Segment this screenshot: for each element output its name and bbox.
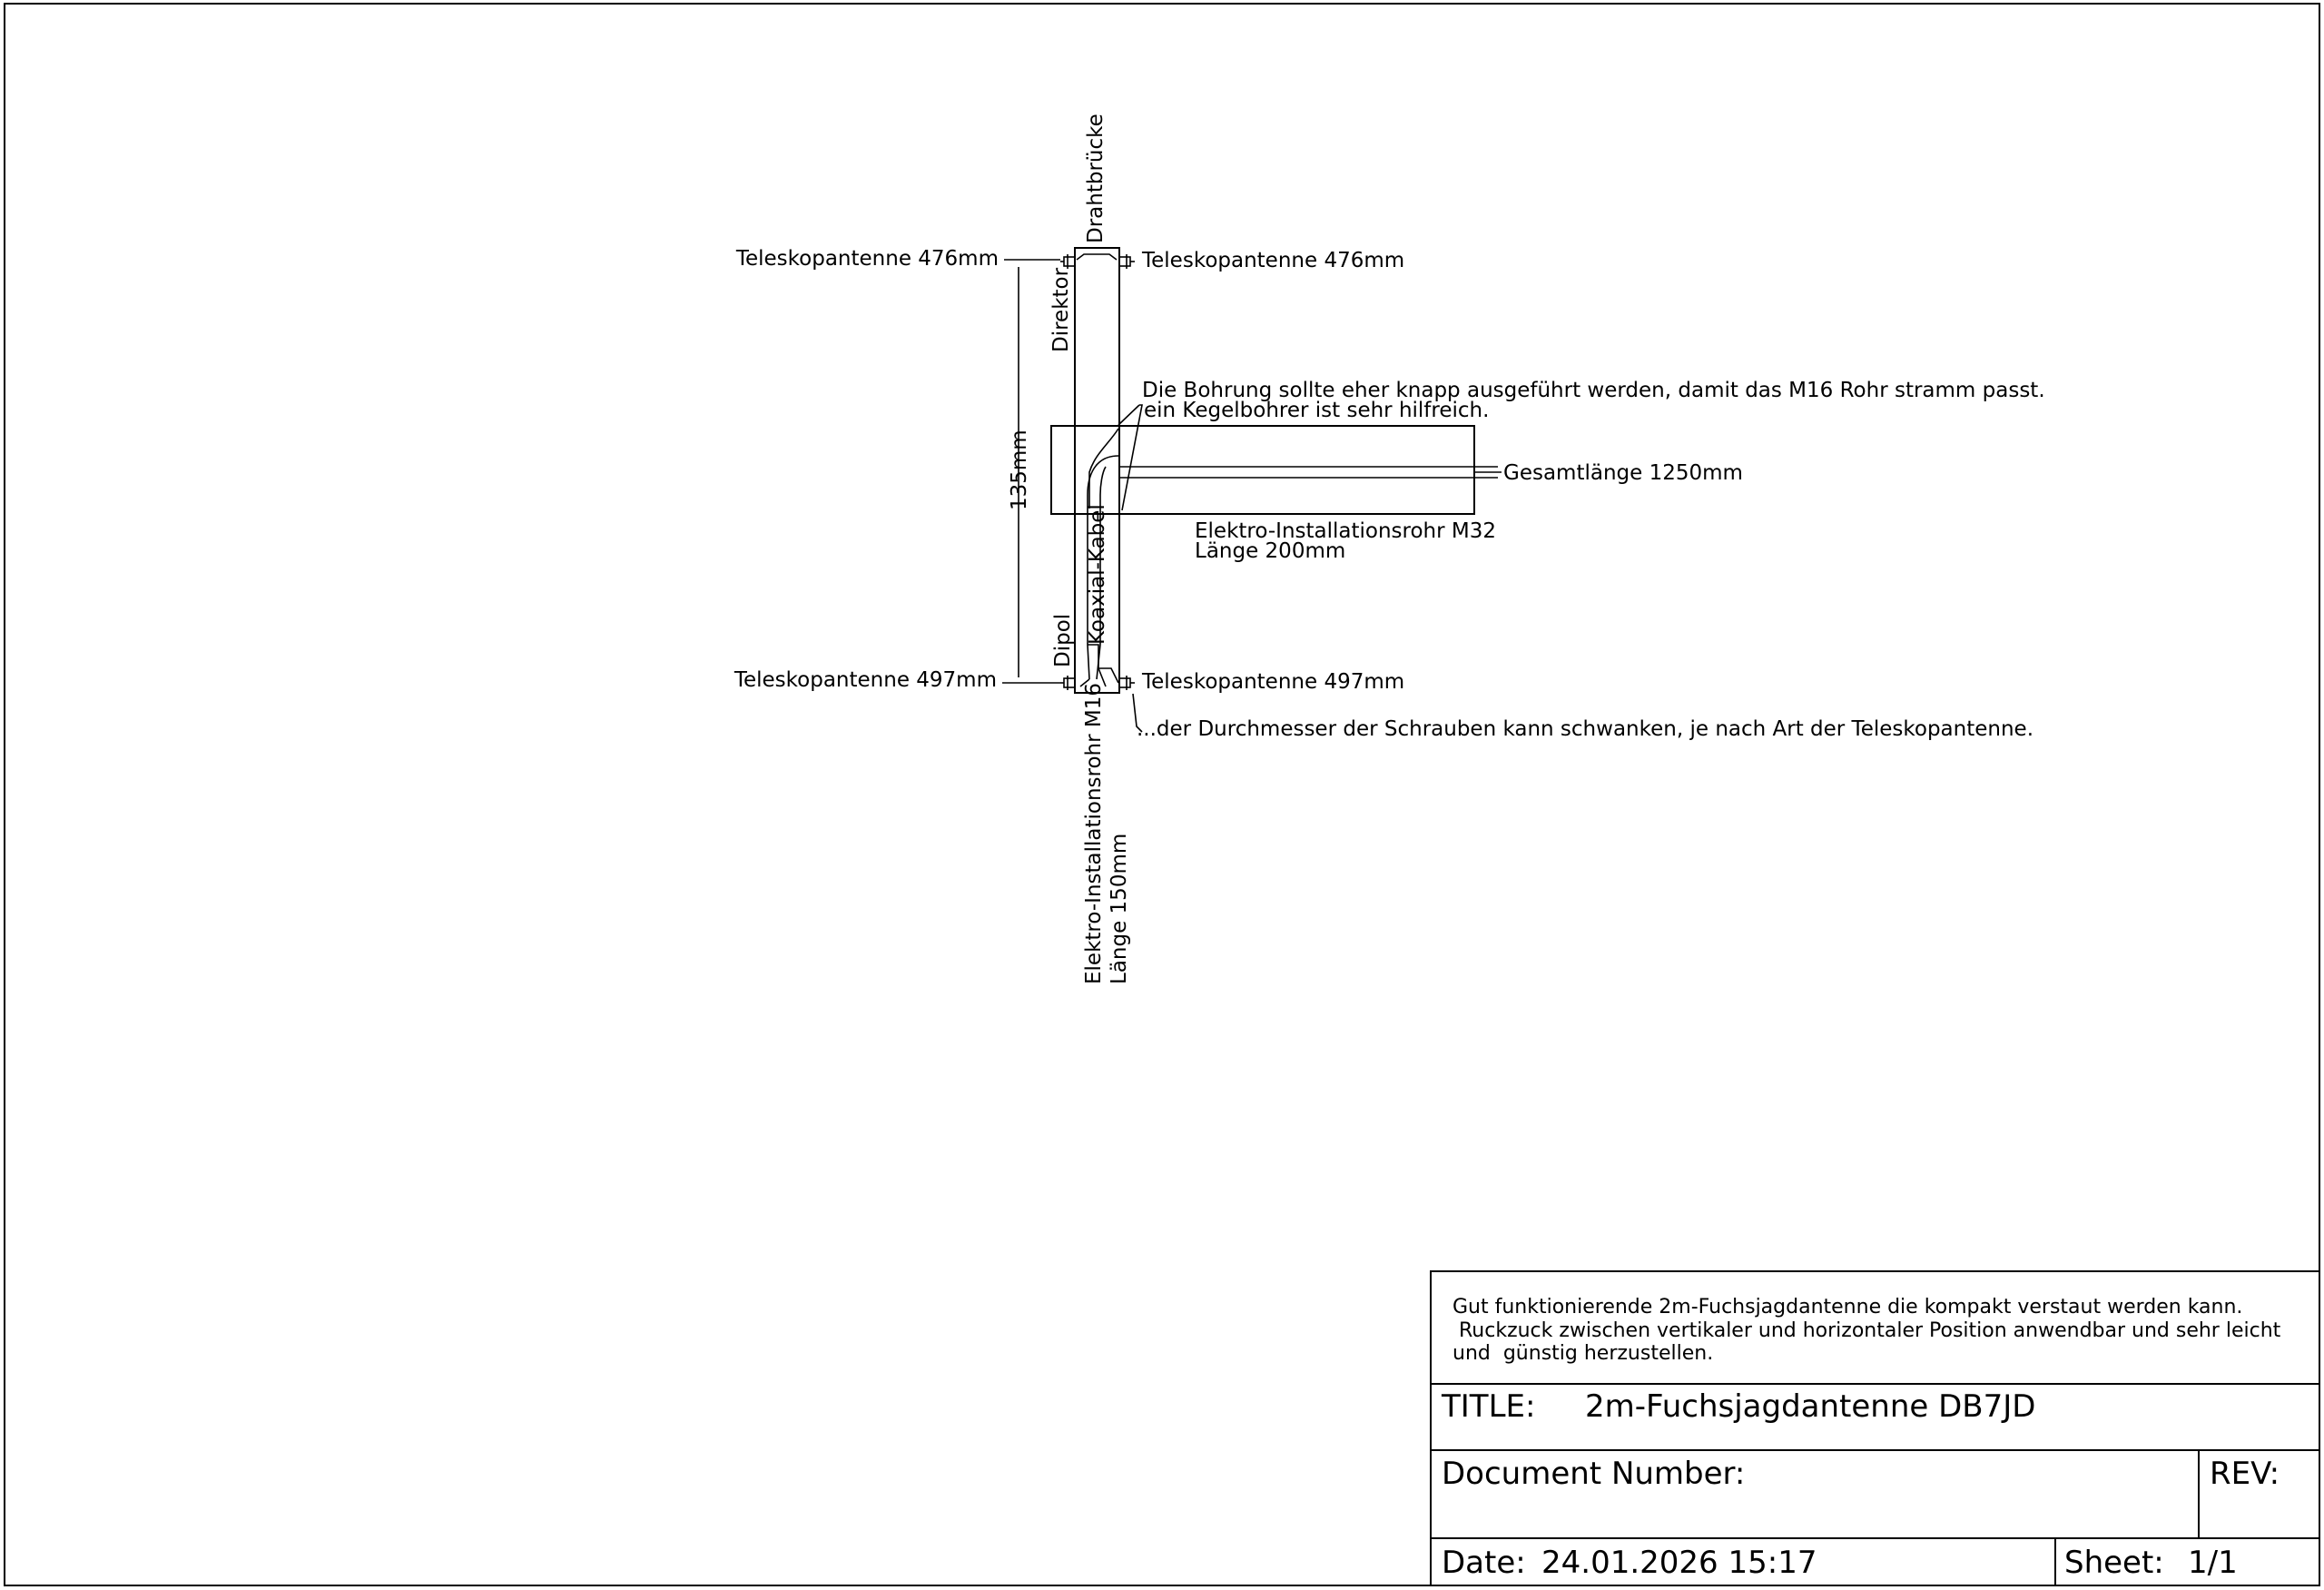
label-schrauben-note: ...der Durchmesser der Schrauben kann schwanken, je nach Art der Teleskopantenne. bbox=[1137, 717, 2034, 741]
label-tele-497-left: Teleskopantenne 497mm bbox=[734, 668, 997, 692]
sheet-label: Sheet: bbox=[2064, 1545, 2164, 1581]
title-label: TITLE: bbox=[1442, 1388, 1536, 1425]
sheet-value: 1/1 bbox=[2188, 1545, 2238, 1581]
date-value: 24.01.2026 15:17 bbox=[1541, 1545, 1817, 1581]
screw-mount-top-right bbox=[1119, 254, 1135, 269]
screw-mount-bottom-left bbox=[1060, 676, 1075, 690]
label-drahtbruecke: Drahtbrücke bbox=[1084, 114, 1108, 243]
label-dimension-135: 135mm bbox=[1008, 430, 1031, 510]
label-bohrung-line1: Die Bohrung sollte eher knapp ausgeführt werden, damit das M16 Rohr stramm passt. bbox=[1142, 379, 2045, 402]
label-tele-476-right: Teleskopantenne 476mm bbox=[1142, 249, 1405, 272]
label-dipol: Dipol bbox=[1051, 613, 1075, 667]
title-value: 2m-Fuchsjagdantenne DB7JD bbox=[1585, 1388, 2036, 1425]
m32-horizontal-tube bbox=[1051, 426, 1474, 514]
description-line2: Ruckzuck zwischen vertikaler und horizontaler Position anwendbar und sehr leicht bbox=[1452, 1319, 2281, 1342]
screw-mount-top-left bbox=[1060, 254, 1075, 269]
antenna-drawing bbox=[734, 114, 2045, 984]
label-m32-line2: Länge 200mm bbox=[1195, 539, 1346, 563]
description-line1: Gut funktionierende 2m-Fuchsjagdantenne die kompakt verstaut werden kann. bbox=[1452, 1296, 2243, 1318]
label-tele-476-left: Teleskopantenne 476mm bbox=[735, 247, 999, 271]
document-number-label: Document Number: bbox=[1442, 1456, 1746, 1492]
label-m16-line1: Elektro-Installationsrohr M16 bbox=[1082, 682, 1106, 984]
label-bohrung-line2: ein Kegelbohrer ist sehr hilfreich. bbox=[1144, 399, 1490, 422]
drahtbruecke-wire bbox=[1077, 254, 1117, 260]
label-gesamtlaenge: Gesamtlänge 1250mm bbox=[1503, 461, 1743, 485]
description-line3: und günstig herzustellen. bbox=[1452, 1342, 1714, 1365]
bohrung-leader bbox=[1118, 405, 1142, 510]
label-koaxial-kabel: Koaxial-Kabel bbox=[1086, 504, 1109, 645]
rev-label: REV: bbox=[2210, 1456, 2280, 1492]
screw-mount-bottom-right bbox=[1119, 676, 1135, 690]
date-label: Date: bbox=[1442, 1545, 1526, 1581]
sheet-border bbox=[5, 4, 2319, 1585]
label-m16-line2: Länge 150mm bbox=[1108, 833, 1131, 984]
title-block bbox=[1431, 1271, 2319, 1585]
label-direktor: Direktor bbox=[1049, 267, 1073, 352]
label-tele-497-right: Teleskopantenne 497mm bbox=[1142, 670, 1405, 694]
label-m32-line1: Elektro-Installationsrohr M32 bbox=[1195, 519, 1497, 543]
